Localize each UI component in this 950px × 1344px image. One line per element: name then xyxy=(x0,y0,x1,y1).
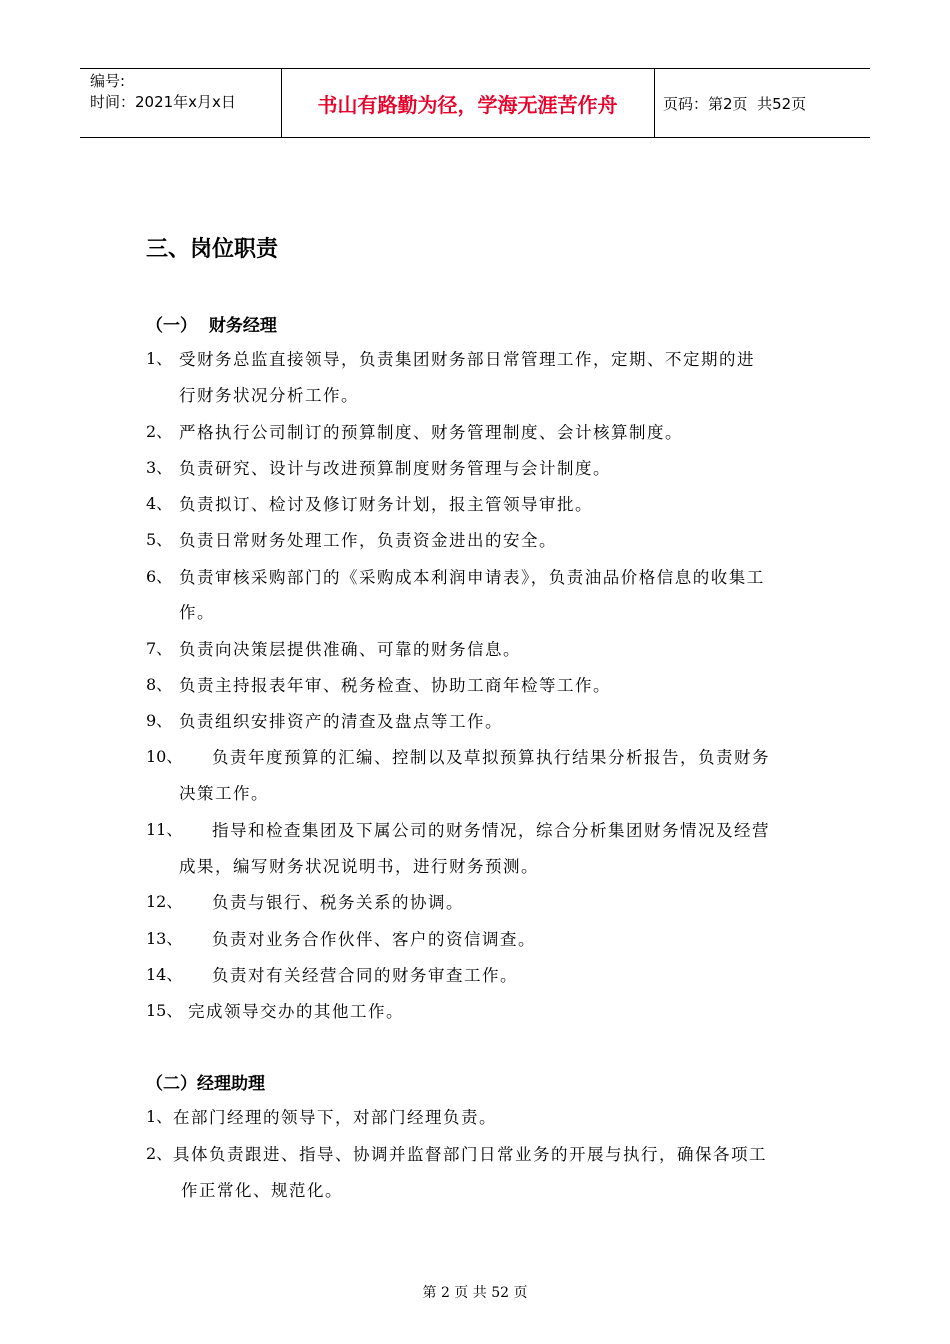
item-number: 9、 xyxy=(146,711,173,730)
item-number: 8、 xyxy=(146,675,173,694)
item-text: 负责主持报表年审、税务检查、协助工商年检等工作。 xyxy=(179,676,611,695)
header-meta xyxy=(90,71,236,113)
assistant-manager-heading: （二）经理助理 xyxy=(146,1074,265,1094)
item-number: 3、 xyxy=(146,458,173,477)
item-text: 负责对有关经营合同的财务审查工作。 xyxy=(212,966,518,985)
item-text: 决策工作。 xyxy=(179,784,269,803)
item-text: 在部门经理的领导下，对部门经理负责。 xyxy=(173,1108,497,1127)
finance-manager-heading: （一） 财务经理 xyxy=(146,316,277,336)
item-text: 作正常化、规范化。 xyxy=(181,1181,343,1200)
item-text: 具体负责跟进、指导、协调并监督部门日常业务的开展与执行，确保各项工 xyxy=(173,1145,767,1164)
time-label: 时间：2021年x月x日 xyxy=(90,93,236,111)
item-number: 7、 xyxy=(146,639,173,658)
item-number: 2、 xyxy=(146,1144,173,1163)
item-number: 6、 xyxy=(146,567,173,586)
item-text: 作。 xyxy=(179,603,215,622)
item-text: 行财务状况分析工作。 xyxy=(179,386,359,405)
item-number: 11、 xyxy=(146,820,183,839)
item-text: 负责对业务合作伙伴、客户的资信调查。 xyxy=(212,930,536,949)
item-number: 15、 xyxy=(146,1001,183,1020)
header-page-info: 页码：第2页 共52页 xyxy=(663,94,807,113)
header-motto: 书山有路勤为径，学海无涯苦作舟 xyxy=(317,92,618,117)
page-footer: 第 2 页 共 52 页 xyxy=(422,1285,528,1301)
item-text: 负责向决策层提供准确、可靠的财务信息。 xyxy=(179,640,521,659)
item-number: 13、 xyxy=(146,929,183,948)
item-text: 严格执行公司制订的预算制度、财务管理制度、会计核算制度。 xyxy=(179,423,683,442)
header-divider xyxy=(654,69,655,137)
item-number: 2、 xyxy=(146,422,173,441)
item-text: 指导和检查集团及下属公司的财务情况，综合分析集团财务情况及经营 xyxy=(212,821,770,840)
item-text: 负责与银行、税务关系的协调。 xyxy=(212,893,464,912)
item-text: 负责审核采购部门的《采购成本利润申请表》，负责油品价格信息的收集工 xyxy=(179,568,765,587)
serial-label: 编号: xyxy=(90,72,126,90)
item-number: 5、 xyxy=(146,530,173,549)
item-number: 12、 xyxy=(146,892,183,911)
item-number: 14、 xyxy=(146,965,183,984)
item-text: 负责组织安排资产的清查及盘点等工作。 xyxy=(179,712,503,731)
item-text: 完成领导交办的其他工作。 xyxy=(188,1002,404,1021)
item-text: 负责年度预算的汇编、控制以及草拟预算执行结果分析报告，负责财务 xyxy=(212,748,770,767)
item-number: 1、 xyxy=(146,349,173,368)
item-text: 负责研究、设计与改进预算制度财务管理与会计制度。 xyxy=(179,459,611,478)
section-title: 三、岗位职责 xyxy=(146,237,279,262)
item-number: 10、 xyxy=(146,747,183,766)
item-number: 1、 xyxy=(146,1107,173,1126)
item-text: 负责日常财务处理工作，负责资金进出的安全。 xyxy=(179,531,557,550)
item-text: 受财务总监直接领导，负责集团财务部日常管理工作，定期、不定期的进 xyxy=(179,350,755,369)
item-number: 4、 xyxy=(146,494,173,513)
item-text: 成果，编写财务状况说明书，进行财务预测。 xyxy=(179,857,539,876)
header-table xyxy=(80,68,870,138)
item-text: 负责拟订、检讨及修订财务计划，报主管领导审批。 xyxy=(179,495,593,514)
